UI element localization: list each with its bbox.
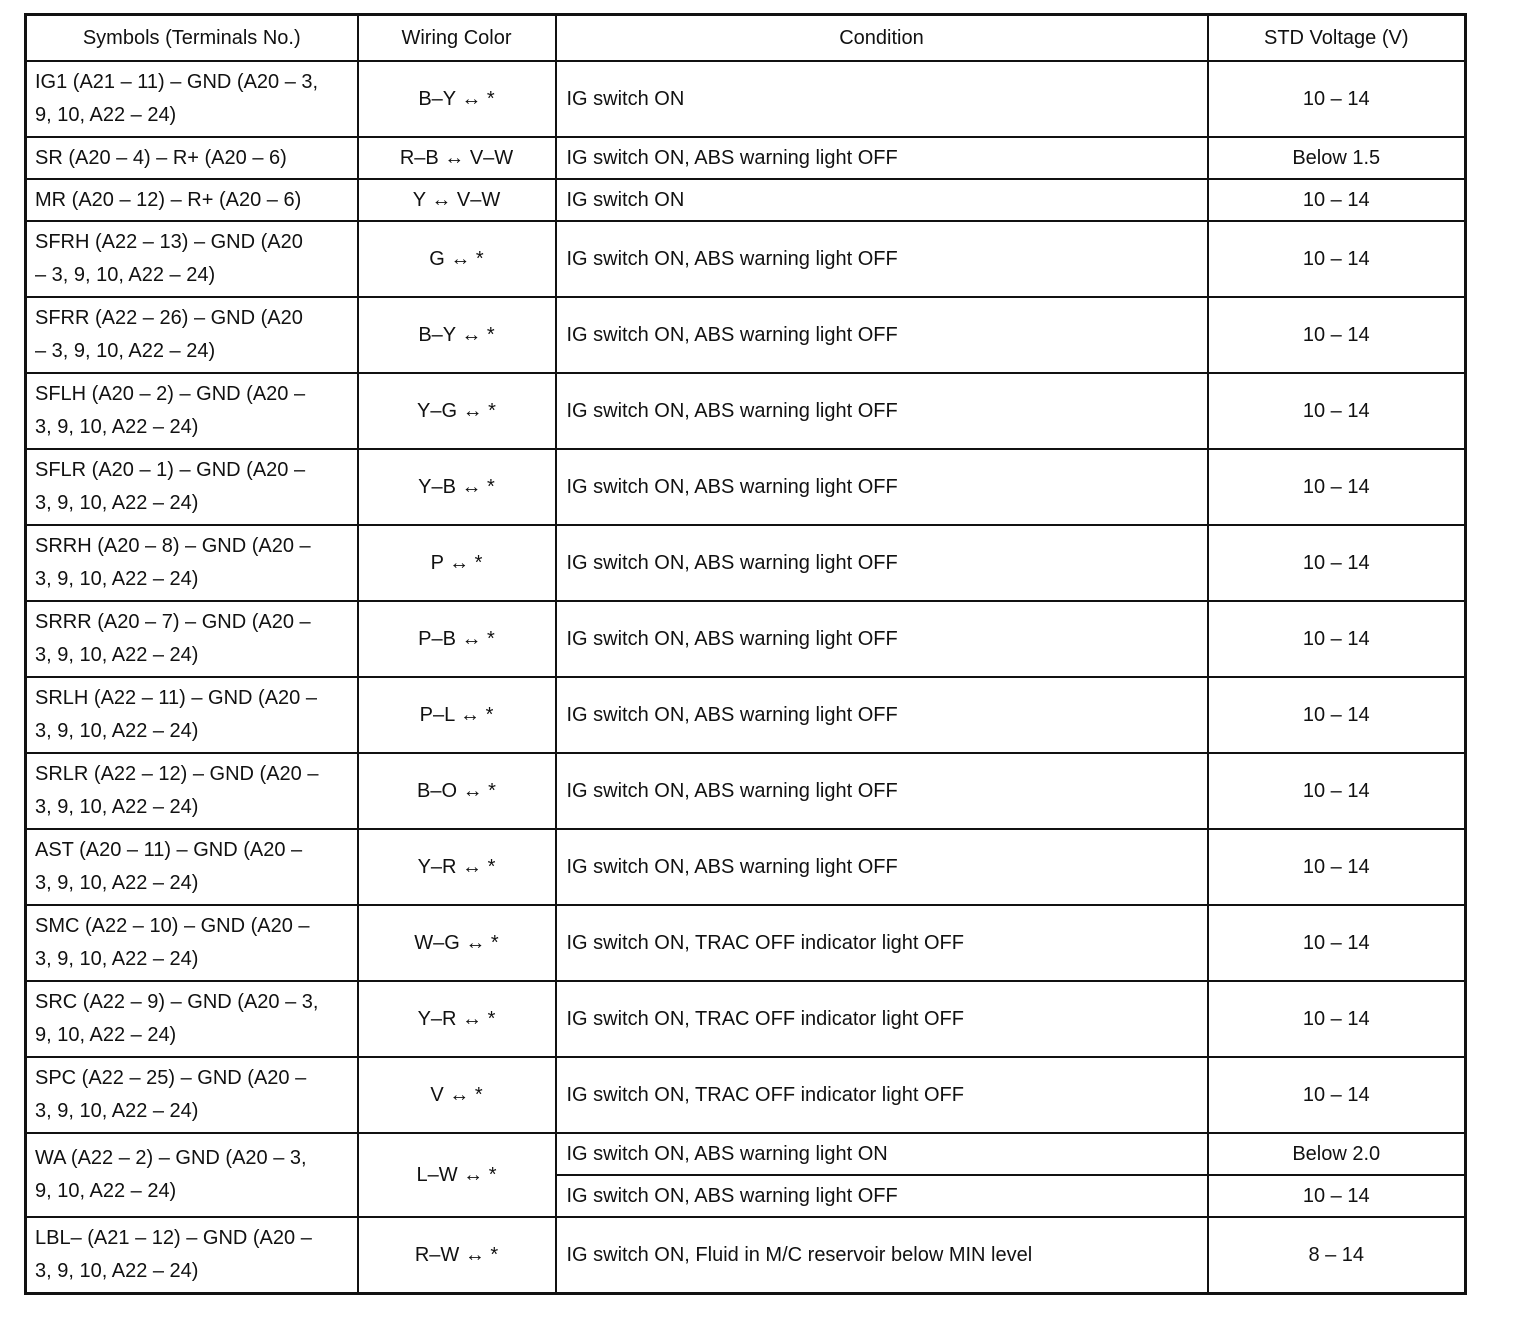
- wiring-color-cell: B–Y ↔ *: [358, 297, 556, 373]
- symbol-line: SRLR (A22 – 12) – GND (A20 –: [35, 763, 319, 785]
- table-header-row: [26, 15, 1466, 62]
- header-condition: Condition: [556, 15, 1208, 62]
- symbol-cell: [26, 61, 358, 137]
- condition-cell: IG switch ON, Fluid in M/C reservoir below MIN level: [556, 1217, 1208, 1294]
- symbol-line: 3, 9, 10, A22 – 24): [35, 1100, 199, 1122]
- symbol-cell: [26, 221, 358, 297]
- std-voltage-cell: 10 – 14: [1208, 525, 1466, 601]
- table-row: [26, 601, 1466, 677]
- wiring-color-cell: P ↔ *: [358, 525, 556, 601]
- symbol-line: SMC (A22 – 10) – GND (A20 –: [35, 915, 310, 937]
- condition-cell: IG switch ON, ABS warning light OFF: [556, 297, 1208, 373]
- std-voltage-cell: 10 – 14: [1208, 297, 1466, 373]
- symbol-line: IG1 (A21 – 11) – GND (A20 – 3,: [35, 71, 319, 93]
- wiring-color-cell: B–Y ↔ *: [358, 61, 556, 137]
- symbol-cell: [26, 179, 358, 221]
- table-row: [26, 137, 1466, 179]
- std-voltage-cell: 10 – 14: [1208, 449, 1466, 525]
- wiring-color-cell: Y ↔ V–W: [358, 179, 556, 221]
- symbol-cell: [26, 525, 358, 601]
- symbol-cell: [26, 1133, 358, 1217]
- wiring-color-cell: P–B ↔ *: [358, 601, 556, 677]
- wiring-color-cell: B–O ↔ *: [358, 753, 556, 829]
- wiring-color-cell: Y–R ↔ *: [358, 829, 556, 905]
- std-voltage-cell: 10 – 14: [1208, 753, 1466, 829]
- std-voltage-cell: 10 – 14: [1208, 373, 1466, 449]
- condition-cell: IG switch ON, TRAC OFF indicator light OFF: [556, 1057, 1208, 1133]
- table-row: [26, 449, 1466, 525]
- std-voltage-cell: 10 – 14: [1208, 829, 1466, 905]
- symbol-cell: [26, 449, 358, 525]
- symbol-line: SR (A20 – 4) – R+ (A20 – 6): [35, 146, 287, 169]
- symbol-cell: [26, 373, 358, 449]
- symbol-line: MR (A20 – 12) – R+ (A20 – 6): [35, 188, 302, 211]
- symbol-line: SFRH (A22 – 13) – GND (A20: [35, 231, 303, 253]
- wiring-color-cell: R–B ↔ V–W: [358, 137, 556, 179]
- header-wiring-color: Wiring Color: [358, 15, 556, 62]
- symbol-line: SRLH (A22 – 11) – GND (A20 –: [35, 687, 317, 709]
- condition-cell: IG switch ON: [556, 179, 1208, 221]
- table-row: [26, 905, 1466, 981]
- symbol-line: 9, 10, A22 – 24): [35, 1180, 177, 1202]
- symbol-line: – 3, 9, 10, A22 – 24): [35, 264, 216, 286]
- symbol-line: 9, 10, A22 – 24): [35, 1024, 177, 1046]
- symbol-line: LBL– (A21 – 12) – GND (A20 –: [35, 1227, 312, 1249]
- symbol-line: 3, 9, 10, A22 – 24): [35, 492, 199, 514]
- symbol-cell: [26, 905, 358, 981]
- symbol-cell: [26, 829, 358, 905]
- symbol-cell: [26, 1057, 358, 1133]
- table-row: [26, 221, 1466, 297]
- std-voltage-cell: 10 – 14: [1208, 221, 1466, 297]
- symbol-line: SRC (A22 – 9) – GND (A20 – 3,: [35, 991, 319, 1013]
- symbol-line: SRRH (A20 – 8) – GND (A20 –: [35, 535, 311, 557]
- symbol-cell: [26, 297, 358, 373]
- wiring-color-cell: L–W ↔ *: [358, 1133, 556, 1217]
- table-row: [26, 525, 1466, 601]
- table-row: [26, 297, 1466, 373]
- condition-cell: IG switch ON, ABS warning light OFF: [556, 137, 1208, 179]
- symbol-line: 3, 9, 10, A22 – 24): [35, 1260, 199, 1282]
- table-row: [26, 981, 1466, 1057]
- table-row: [26, 61, 1466, 137]
- table-row: [26, 1217, 1466, 1294]
- condition-cell: IG switch ON, ABS warning light OFF: [556, 1175, 1208, 1217]
- symbol-line: 3, 9, 10, A22 – 24): [35, 644, 199, 666]
- std-voltage-cell: 10 – 14: [1208, 179, 1466, 221]
- symbol-cell: [26, 601, 358, 677]
- symbol-line: 3, 9, 10, A22 – 24): [35, 796, 199, 818]
- wiring-color-cell: W–G ↔ *: [358, 905, 556, 981]
- std-voltage-cell: Below 2.0: [1208, 1133, 1466, 1175]
- symbol-line: SFLR (A20 – 1) – GND (A20 –: [35, 459, 306, 481]
- wiring-color-cell: Y–R ↔ *: [358, 981, 556, 1057]
- symbol-line: 3, 9, 10, A22 – 24): [35, 568, 199, 590]
- table-row: [26, 829, 1466, 905]
- std-voltage-cell: 10 – 14: [1208, 601, 1466, 677]
- symbol-cell: [26, 137, 358, 179]
- symbol-cell: [26, 753, 358, 829]
- condition-cell: IG switch ON: [556, 61, 1208, 137]
- header-symbols: Symbols (Terminals No.): [26, 15, 358, 62]
- condition-cell: IG switch ON, TRAC OFF indicator light OFF: [556, 905, 1208, 981]
- table-row: [26, 1057, 1466, 1133]
- wiring-color-cell: Y–G ↔ *: [358, 373, 556, 449]
- condition-cell: IG switch ON, ABS warning light OFF: [556, 449, 1208, 525]
- condition-cell: IG switch ON, ABS warning light ON: [556, 1133, 1208, 1175]
- wiring-color-cell: G ↔ *: [358, 221, 556, 297]
- std-voltage-cell: 10 – 14: [1208, 677, 1466, 753]
- condition-cell: IG switch ON, TRAC OFF indicator light OFF: [556, 981, 1208, 1057]
- symbol-line: 3, 9, 10, A22 – 24): [35, 948, 199, 970]
- wiring-color-cell: Y–B ↔ *: [358, 449, 556, 525]
- symbol-line: – 3, 9, 10, A22 – 24): [35, 340, 216, 362]
- symbol-line: SFLH (A20 – 2) – GND (A20 –: [35, 383, 306, 405]
- table-row: [26, 677, 1466, 753]
- table-row: [26, 753, 1466, 829]
- symbol-line: 3, 9, 10, A22 – 24): [35, 720, 199, 742]
- symbol-line: 3, 9, 10, A22 – 24): [35, 872, 199, 894]
- std-voltage-cell: 8 – 14: [1208, 1217, 1466, 1294]
- std-voltage-cell: 10 – 14: [1208, 1175, 1466, 1217]
- symbol-cell: [26, 677, 358, 753]
- symbol-line: WA (A22 – 2) – GND (A20 – 3,: [35, 1147, 307, 1169]
- condition-cell: IG switch ON, ABS warning light OFF: [556, 677, 1208, 753]
- condition-cell: IG switch ON, ABS warning light OFF: [556, 221, 1208, 297]
- header-std-voltage: STD Voltage (V): [1208, 15, 1466, 62]
- symbol-cell: [26, 1217, 358, 1294]
- terminal-voltage-table: [24, 13, 1467, 1295]
- condition-cell: IG switch ON, ABS warning light OFF: [556, 829, 1208, 905]
- symbol-line: 3, 9, 10, A22 – 24): [35, 416, 199, 438]
- std-voltage-cell: 10 – 14: [1208, 981, 1466, 1057]
- symbol-line: SPC (A22 – 25) – GND (A20 –: [35, 1067, 307, 1089]
- symbol-line: AST (A20 – 11) – GND (A20 –: [35, 839, 303, 861]
- std-voltage-cell: 10 – 14: [1208, 61, 1466, 137]
- table-row: [26, 373, 1466, 449]
- std-voltage-cell: 10 – 14: [1208, 1057, 1466, 1133]
- wiring-color-cell: P–L ↔ *: [358, 677, 556, 753]
- condition-cell: IG switch ON, ABS warning light OFF: [556, 525, 1208, 601]
- std-voltage-cell: 10 – 14: [1208, 905, 1466, 981]
- condition-cell: IG switch ON, ABS warning light OFF: [556, 753, 1208, 829]
- table-row: [26, 179, 1466, 221]
- wiring-color-cell: V ↔ *: [358, 1057, 556, 1133]
- wiring-color-cell: R–W ↔ *: [358, 1217, 556, 1294]
- table-row: [26, 1133, 1466, 1175]
- symbol-line: 9, 10, A22 – 24): [35, 104, 177, 126]
- condition-cell: IG switch ON, ABS warning light OFF: [556, 601, 1208, 677]
- std-voltage-cell: Below 1.5: [1208, 137, 1466, 179]
- symbol-line: SFRR (A22 – 26) – GND (A20: [35, 307, 303, 329]
- symbol-cell: [26, 981, 358, 1057]
- table-body: [26, 61, 1466, 1294]
- symbol-line: SRRR (A20 – 7) – GND (A20 –: [35, 611, 311, 633]
- condition-cell: IG switch ON, ABS warning light OFF: [556, 373, 1208, 449]
